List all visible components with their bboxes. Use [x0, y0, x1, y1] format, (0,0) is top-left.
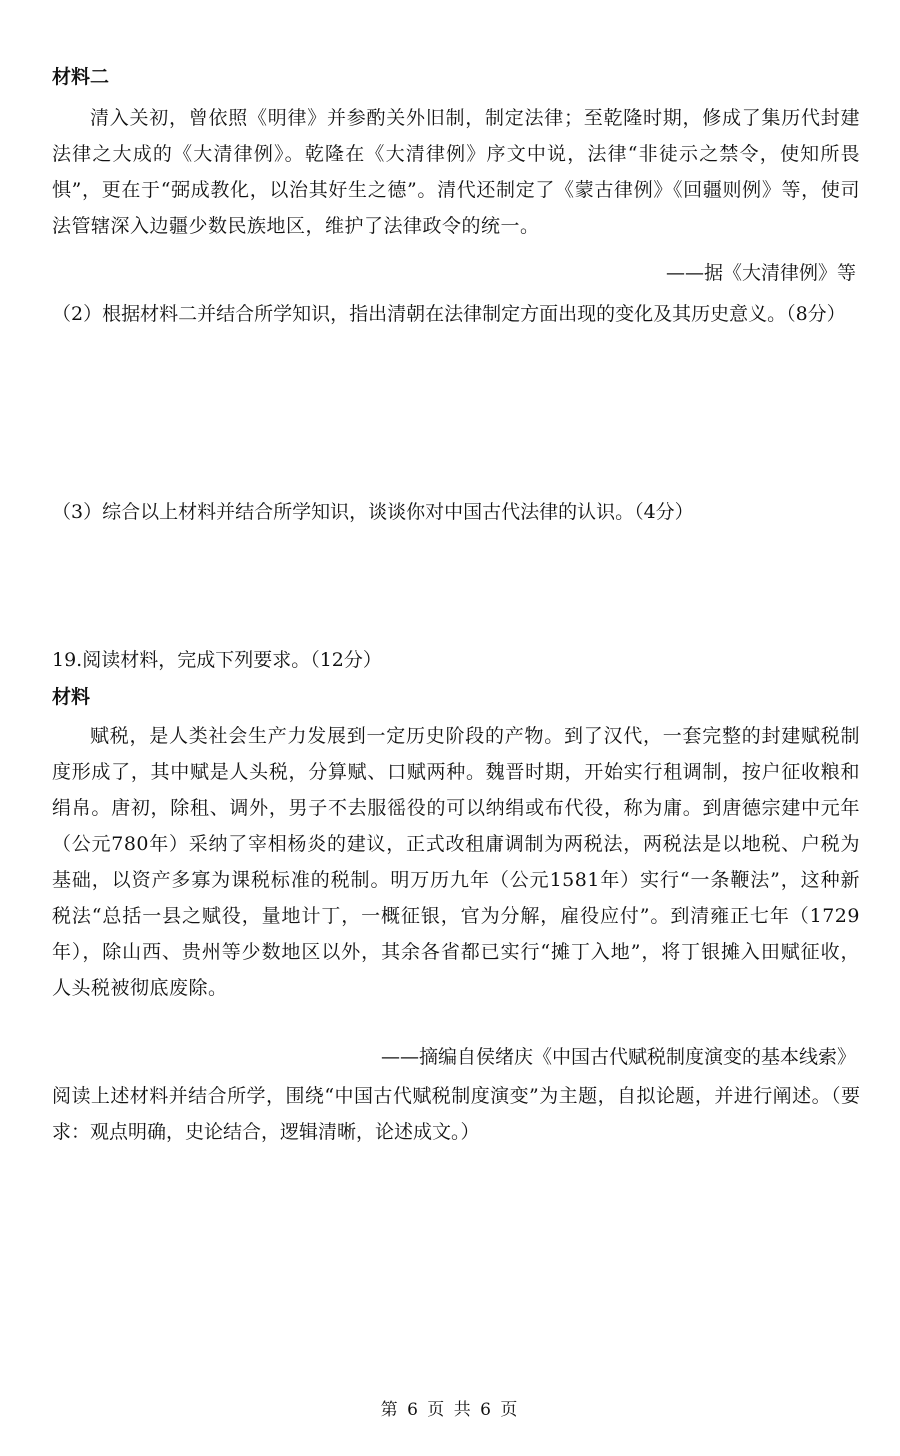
- question-19-material-heading: 材料: [52, 686, 91, 708]
- question-19-task: 阅读上述材料并结合所学，围绕“中国古代赋税制度演变”为主题，自拟论题，并进行阐述。（要求：观点明确，史论结合，逻辑清晰，论述成文。）: [52, 1085, 860, 1143]
- material-2-text: 清入关初，曾依照《明律》并参酌关外旧制，制定法律；至乾隆时期，修成了集历代封建法律之大成的《大清律例》。乾隆在《大清律例》序文中说，法律“非徒示之禁令，使知所畏惧”，更在于“弼成教化，以治其好生之德”。清代还制定了《蒙古律例》《回疆则例》等，使司法管辖深入边疆少数民族地区，维护了法律政令的统一。: [52, 107, 860, 237]
- material-2-source: ——据《大清律例》等: [665, 262, 856, 284]
- question-19-source: ——摘编自侯绪庆《中国古代赋税制度演变的基本线索》: [380, 1046, 856, 1068]
- question-19-title: 19.阅读材料，完成下列要求。（12分）: [52, 649, 382, 671]
- page-footer: 第 6 页 共 6 页: [380, 1400, 520, 1420]
- question-3: （3）综合以上材料并结合所学知识，谈谈你对中国古代法律的认识。（4分）: [52, 501, 694, 523]
- material-2-heading: 材料二: [52, 66, 110, 88]
- question-2: （2）根据材料二并结合所学知识，指出清朝在法律制定方面出现的变化及其历史意义。（8分）: [52, 303, 846, 325]
- question-19-material-text: 赋税，是人类社会生产力发展到一定历史阶段的产物。到了汉代，一套完整的封建赋税制度形成了，其中赋是人头税，分算赋、口赋两种。魏晋时期，开始实行租调制，按户征收粮和绢帛。唐初，除租、调外，男子不去服徭役的可以纳绢或布代役，称为庸。到唐德宗建中元年（公元780年）采纳了宰相杨炎的建议，正式改租庸调制为两税法，两税法是以地税、户税为基础，以资产多寡为课税标准的税制。明万历九年（公元1581年）实行“一条鞭法”，这种新税法“总括一县之赋役，量地计丁，一概征银，官为分解，雇役应付”。到清雍正七年（1729年），除山西、贵州等少数地区以外，其余各省都已实行“摊丁入地”，将丁银摊入田赋征收，人头税被彻底废除。: [52, 725, 860, 999]
